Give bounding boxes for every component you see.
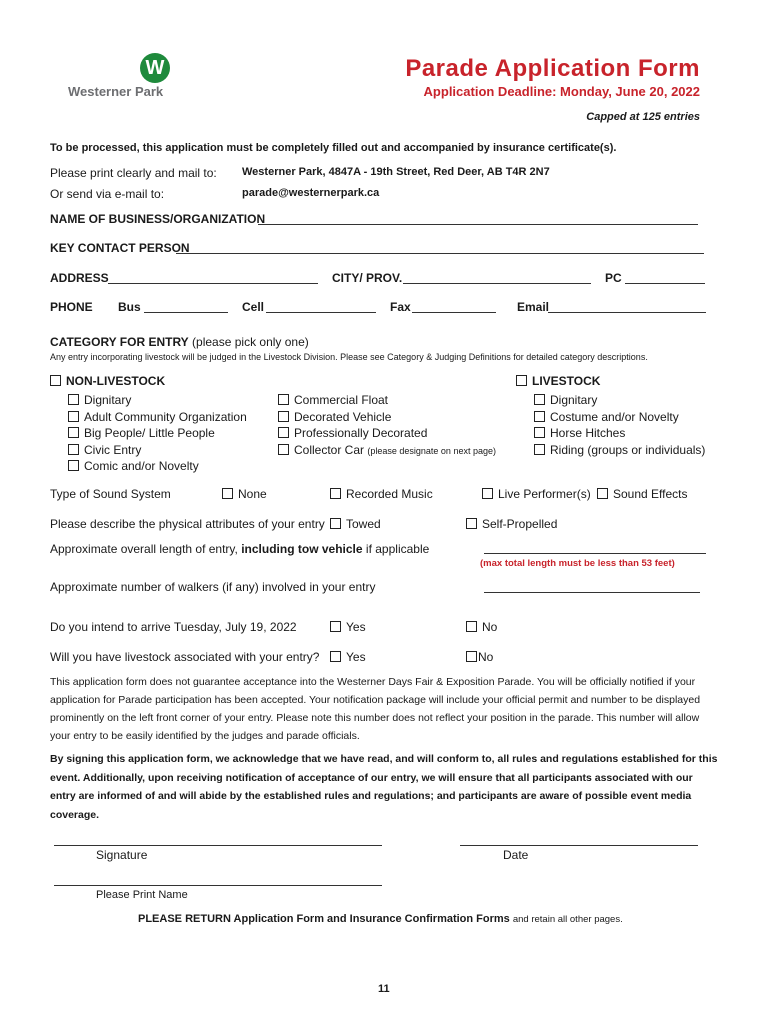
pc-label: PC [605, 271, 622, 285]
option-riding[interactable]: Riding (groups or individuals) [534, 442, 705, 459]
option-horse-hitches[interactable]: Horse Hitches [534, 425, 705, 442]
page-number: 11 [378, 983, 390, 995]
category-heading: CATEGORY FOR ENTRY (please pick only one) [50, 335, 309, 349]
mail-address: Westerner Park, 4847A - 19th Street, Red Deer, AB T4R 2N7 [242, 166, 550, 178]
non-livestock-option[interactable]: NON-LIVESTOCK [50, 374, 165, 388]
mail-label: Please print clearly and mail to: [50, 166, 217, 180]
option-civic-entry[interactable]: Civic Entry [68, 442, 247, 459]
max-length-note: (max total length must be less than 53 feet) [480, 558, 675, 569]
option-comic-novelty[interactable]: Comic and/or Novelty [68, 458, 247, 475]
email-label: Or send via e-mail to: [50, 187, 165, 201]
phone-label: PHONE [50, 300, 93, 314]
option-collector-car[interactable]: Collector Car (please designate on next page) [278, 442, 496, 460]
physical-self-propelled[interactable]: Self-Propelled [466, 517, 557, 531]
westerner-park-logo: W [140, 53, 170, 83]
length-input[interactable] [484, 553, 706, 554]
disclaimer-paragraph: This application form does not guarantee acceptance into the Westerner Days Fair & Exposition Parade. You will be officially notified if your application for Parade participation has been accepted. Your notification package will include your official permit and number to be displayed prominently on the left front corner of your entry. Please note this number does not reflect your position in the parade. This number will allow your entry to be easily identified by the judges and parade officials. [50, 676, 701, 742]
sound-none[interactable]: None [222, 487, 267, 501]
address-label: ADDRESS [50, 271, 109, 285]
cell-input[interactable] [266, 312, 376, 313]
physical-label: Please describe the physical attributes of your entry [50, 517, 325, 531]
application-deadline: Application Deadline: Monday, June 20, 2022 [423, 84, 700, 99]
livestock-list [534, 392, 705, 458]
address-input[interactable] [108, 283, 318, 284]
non-livestock-list [68, 392, 247, 475]
livestock-question-label: Will you have livestock associated with your entry? [50, 650, 320, 664]
city-label: CITY/ PROV. [332, 271, 403, 285]
capped-note: Capped at 125 entries [586, 111, 700, 123]
date-input[interactable] [460, 845, 698, 846]
contact-input[interactable] [176, 253, 704, 254]
walkers-label: Approximate number of walkers (if any) involved in your entry [50, 580, 376, 594]
print-name-label: Please Print Name [96, 889, 188, 901]
bus-label: Bus [118, 300, 141, 314]
contact-label: KEY CONTACT PERSON [50, 241, 190, 255]
cell-label: Cell [242, 300, 265, 314]
print-name-input[interactable] [54, 885, 382, 886]
arrive-no[interactable]: No [466, 620, 497, 634]
option-dignitary[interactable]: Dignitary [68, 392, 247, 409]
return-note: PLEASE RETURN Application Form and Insurance Confirmation Forms and retain all other pages. [138, 913, 623, 925]
city-input[interactable] [403, 283, 591, 284]
email-field-label: Email [517, 300, 550, 314]
sound-recorded-music[interactable]: Recorded Music [330, 487, 433, 501]
livestock-option[interactable]: LIVESTOCK [516, 374, 600, 388]
agreement-paragraph: By signing this application form, we acknowledge that we have read, and will conform to, all rules and regulations established for this event. Additionally, upon receiving notification of acceptance of our entry, we will ensure that all participants associated with our entry are informed of and will abide by the established rules and regulations; and participants are aware of possible event media coverage. [50, 753, 718, 821]
signature-input[interactable] [54, 845, 382, 846]
option-commercial-float[interactable]: Commercial Float [278, 392, 496, 409]
option-costume-novelty[interactable]: Costume and/or Novelty [534, 409, 705, 426]
processed-note: To be processed, this application must be completely filled out and accompanied by insurance certificate(s). [50, 142, 617, 154]
email-input[interactable] [548, 312, 706, 313]
non-livestock-checkbox[interactable] [50, 375, 61, 386]
sound-effects[interactable]: Sound Effects [597, 487, 688, 501]
pc-input[interactable] [625, 283, 705, 284]
livestock-yes[interactable]: Yes [330, 650, 366, 664]
logo-text: Westerner Park [68, 84, 164, 99]
business-input[interactable] [258, 224, 698, 225]
fax-label: Fax [390, 300, 411, 314]
option-adult-community[interactable]: Adult Community Organization [68, 409, 247, 426]
arrive-yes[interactable]: Yes [330, 620, 366, 634]
walkers-input[interactable] [484, 592, 700, 593]
signature-label: Signature [96, 848, 148, 862]
date-label: Date [503, 848, 529, 862]
sound-live-performer[interactable]: Live Performer(s) [482, 487, 591, 501]
vehicle-list [278, 392, 496, 459]
business-label: NAME OF BUSINESS/ORGANIZATION [50, 212, 266, 226]
length-label: Approximate overall length of entry, including tow vehicle if applicable [50, 542, 430, 556]
bus-input[interactable] [144, 312, 228, 313]
option-decorated-vehicle[interactable]: Decorated Vehicle [278, 409, 496, 426]
email-address: parade@westernerpark.ca [242, 187, 380, 199]
sound-label: Type of Sound System [50, 487, 171, 501]
category-note: Any entry incorporating livestock will be judged in the Livestock Division. Please see Category & Judging Definitions for detailed category descriptions. [50, 352, 648, 362]
livestock-no[interactable]: No [466, 650, 493, 664]
physical-towed[interactable]: Towed [330, 517, 381, 531]
page-title: Parade Application Form [405, 55, 700, 82]
arrive-label: Do you intend to arrive Tuesday, July 19, 2022 [50, 620, 297, 634]
option-professionally-decorated[interactable]: Professionally Decorated [278, 425, 496, 442]
fax-input[interactable] [412, 312, 496, 313]
livestock-checkbox[interactable] [516, 375, 527, 386]
option-livestock-dignitary[interactable]: Dignitary [534, 392, 705, 409]
option-big-little-people[interactable]: Big People/ Little People [68, 425, 247, 442]
